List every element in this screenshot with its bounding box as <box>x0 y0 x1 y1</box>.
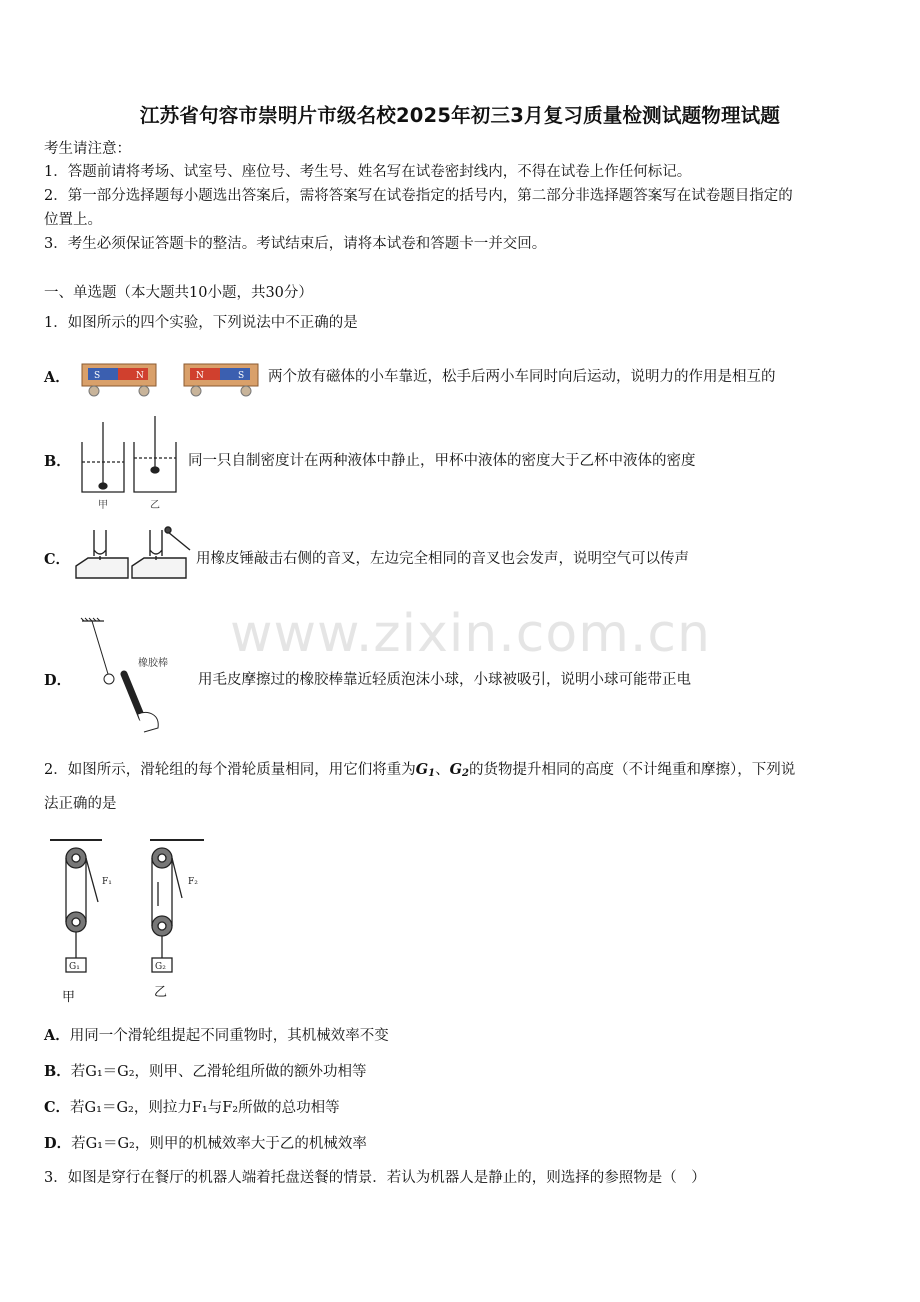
option-letter: B． <box>44 453 71 470</box>
weight-label: G₂ <box>155 962 166 972</box>
force-label: F₂ <box>188 877 198 887</box>
watermark: www.zixin.com.cn <box>230 604 711 664</box>
option-text: 用毛皮摩擦过的橡胶棒靠近轻质泡沫小球，小球被吸引，说明小球可能带正电 <box>198 672 691 688</box>
g1-symbol: $G_1$ <box>415 761 436 779</box>
option-row <box>44 1096 340 1120</box>
option-text: 用同一个滑轮组提起不同重物时，其机械效率不变 <box>69 1028 389 1044</box>
force-label: F₁ <box>102 877 112 887</box>
question-2-stem <box>44 758 795 785</box>
pulley-figure <box>46 836 216 1008</box>
cup-label: 乙 <box>150 500 160 511</box>
option-letter: A． <box>44 369 70 386</box>
notice-item: 位置上。 <box>44 212 102 228</box>
option-text: 若G₁＝G₂，则拉力F₁与F₂所做的总功相等 <box>70 1100 340 1116</box>
page-title: 江苏省句容市崇明片市级名校2025年初三3月复习质量检测试题物理试题 <box>139 104 781 127</box>
figure-label: 乙 <box>154 985 168 1000</box>
notice-item: 3．考生必须保证答题卡的整洁。考试结束后，请将本试卷和答题卡一并交回。 <box>44 236 547 252</box>
separator: 、 <box>435 762 450 778</box>
option-text: 若G₁＝G₂，则甲、乙滑轮组所做的额外功相等 <box>70 1064 367 1080</box>
cart-right <box>184 364 258 396</box>
stem-text: 2．如图所示，滑轮组的每个滑轮质量相同，用它们将重为 <box>44 762 416 778</box>
option-letter: D． <box>44 672 72 689</box>
cart-left <box>82 364 156 396</box>
magnet-label: N <box>136 371 144 381</box>
beaker-right <box>134 416 176 492</box>
question-1-stem: 1．如图所示的四个实验，下列说法中不正确的是 <box>44 315 358 331</box>
figure-label: 甲 <box>62 990 76 1005</box>
question-3-stem: 3．如图是穿行在餐厅的机器人端着托盘送餐的情景．若认为机器人是静止的，则选择的参照物是（ ） <box>44 1170 706 1186</box>
beaker-left <box>82 422 124 492</box>
notice-item: 2．第一部分选择题每小题选出答案后，需将答案写在试卷指定的括号内，第二部分非选择题答案写在试卷题目指定的 <box>44 188 793 204</box>
notice-heading: 考生请注意： <box>44 141 131 157</box>
magnet-carts-figure <box>80 360 265 400</box>
tuning-fork-figure <box>72 522 196 590</box>
stem-text: 的货物提升相同的高度（不计绳重和摩擦），下列说 <box>468 762 796 778</box>
question-2-stem-cont: 法正确的是 <box>44 796 117 812</box>
notice-item: 1．答题前请将考场、试室号、座位号、考生号、姓名写在试卷密封线内，不得在试卷上作任何标记。 <box>44 164 692 180</box>
option-letter: C． <box>44 551 71 568</box>
magnet-label: N <box>196 371 204 381</box>
g2-symbol: $G_2$ <box>449 761 469 779</box>
hydrometer-figure <box>78 414 188 510</box>
option-row <box>44 1024 389 1048</box>
weight-label: G₁ <box>69 962 80 972</box>
option-row <box>44 1132 367 1156</box>
section-heading: 一、单选题（本大题共10小题，共30分） <box>44 285 313 301</box>
option-letter: B． <box>44 1063 71 1080</box>
magnet-label: S <box>238 371 245 381</box>
option-letter: C． <box>44 1099 71 1116</box>
cup-label: 甲 <box>98 500 108 511</box>
option-letter: A． <box>44 1027 70 1044</box>
magnet-label: S <box>94 371 101 381</box>
option-letter: D． <box>44 1135 72 1152</box>
option-text: 两个放有磁体的小车靠近，松手后两小车同时向后运动，说明力的作用是相互的 <box>268 369 776 385</box>
rubber-rod-figure <box>78 618 198 736</box>
rod-label: 橡胶棒 <box>138 658 168 669</box>
option-text: 用橡皮锤敲击右侧的音叉，左边完全相同的音叉也会发声，说明空气可以传声 <box>196 551 689 567</box>
option-text: 若G₁＝G₂，则甲的机械效率大于乙的机械效率 <box>71 1136 367 1152</box>
option-text: 同一只自制密度计在两种液体中静止，甲杯中液体的密度大于乙杯中液体的密度 <box>188 453 696 469</box>
option-row <box>44 1060 367 1084</box>
